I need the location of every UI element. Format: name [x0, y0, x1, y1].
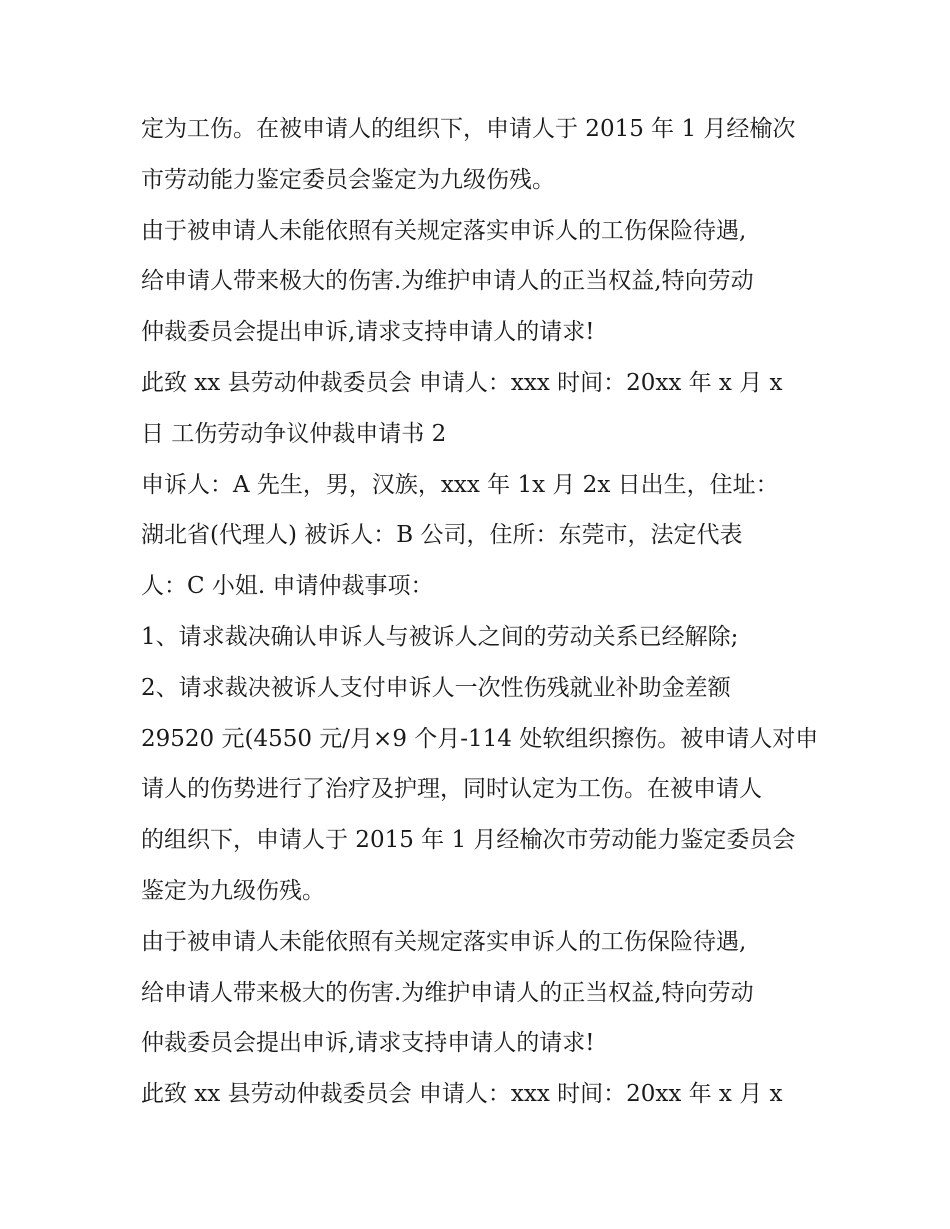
text-line: 仲裁委员会提出申诉,请求支持申请人的请求!	[141, 319, 595, 346]
text-line: 日 工伤劳动争议仲裁申请书 2	[141, 420, 447, 447]
text-line: 的组织下，申请人于 2015 年 1 月经榆次市劳动能力鉴定委员会	[141, 827, 796, 854]
text-line: 给申请人带来极大的伤害.为维护申请人的正当权益,特向劳动	[141, 268, 754, 295]
document-body	[141, 104, 821, 1120]
text-line: 给申请人带来极大的伤害.为维护申请人的正当权益,特向劳动	[141, 979, 754, 1006]
text-line: 申诉人：A 先生，男，汉族，xxx 年 1x 月 2x 日出生，住址：	[141, 471, 779, 498]
text-line: 此致 xx 县劳动仲裁委员会 申请人：xxx 时间：20xx 年 x 月 x	[141, 1081, 783, 1108]
text-line: 湖北省(代理人) 被诉人：B 公司，住所：东莞市，法定代表	[141, 522, 743, 549]
text-line: 2、请求裁决被诉人支付申诉人一次性伤残就业补助金差额	[141, 674, 731, 701]
text-line: 人：C 小姐. 申请仲裁事项：	[141, 573, 434, 600]
text-line: 定为工伤。在被申请人的组织下，申请人于 2015 年 1 月经榆次	[141, 116, 796, 142]
text-line: 由于被申请人未能依照有关规定落实申诉人的工伤保险待遇,	[141, 217, 747, 244]
text-line: 此致 xx 县劳动仲裁委员会 申请人：xxx 时间：20xx 年 x 月 x	[141, 369, 783, 396]
text-line: 请人的伤势进行了治疗及护理，同时认定为工伤。在被申请人	[141, 776, 762, 803]
text-line: 仲裁委员会提出申诉,请求支持申请人的请求!	[141, 1030, 595, 1057]
text-line: 由于被申请人未能依照有关规定落实申诉人的工伤保险待遇,	[141, 928, 747, 955]
text-line: 鉴定为九级伤残。	[141, 877, 325, 904]
text-line: 29520 元(4550 元/月×9 个月-114 处软组织擦伤。被申请人对申	[141, 725, 819, 752]
text-line: 市劳动能力鉴定委员会鉴定为九级伤残。	[141, 166, 555, 193]
text-line: 1、请求裁决确认申诉人与被诉人之间的劳动关系已经解除;	[141, 623, 739, 650]
